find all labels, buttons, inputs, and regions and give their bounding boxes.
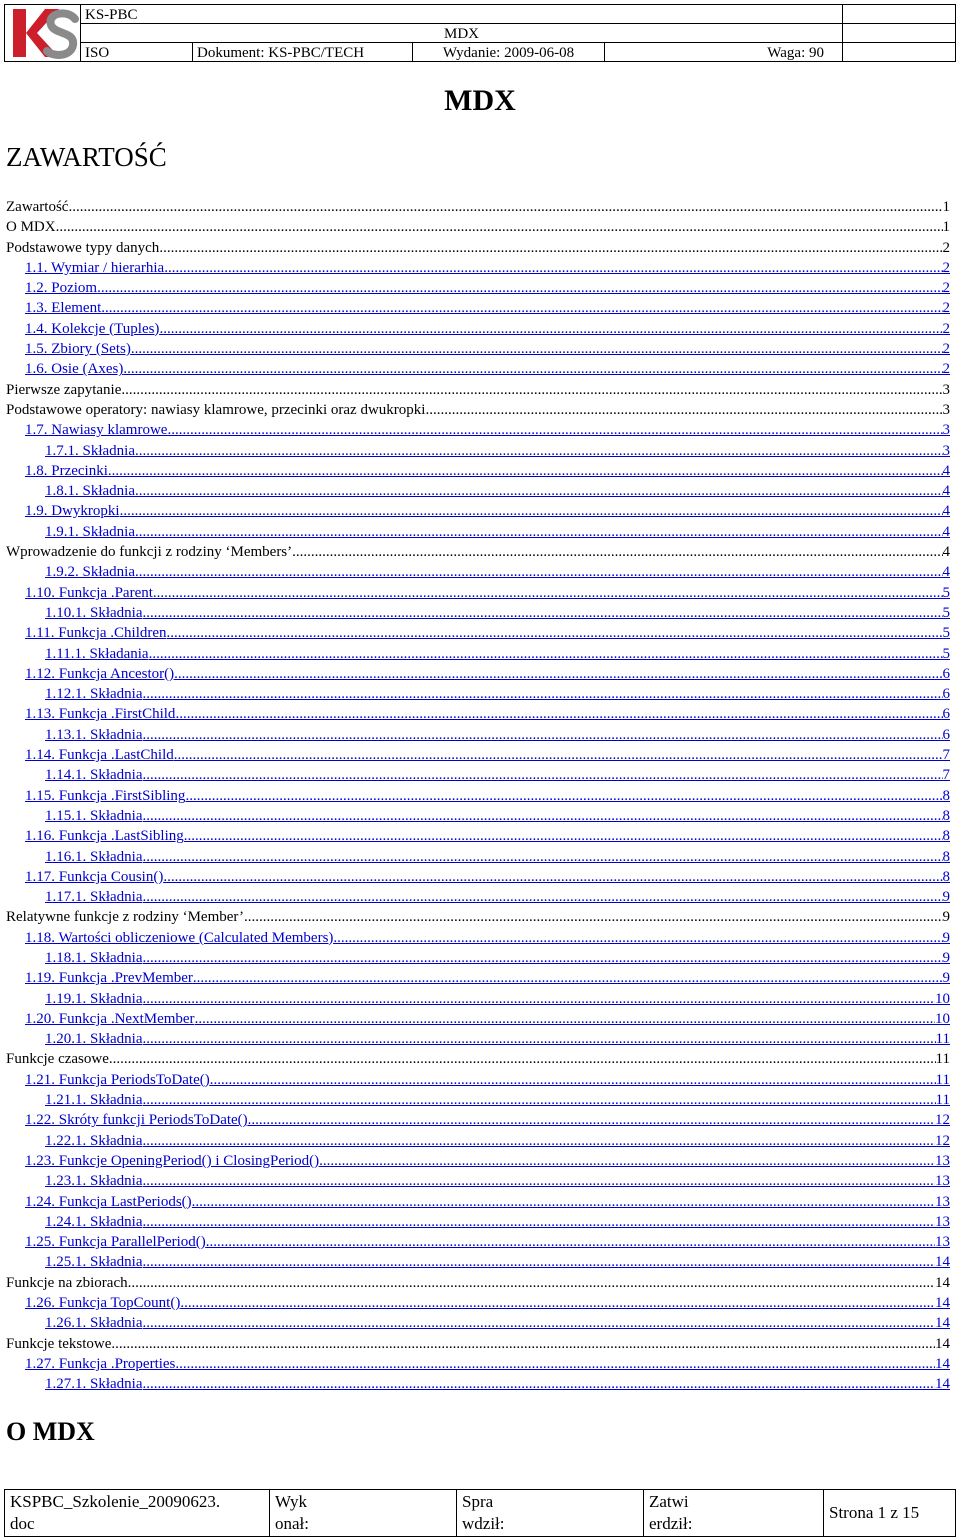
toc-dot-leader bbox=[195, 1009, 935, 1029]
toc-dot-leader bbox=[174, 745, 943, 765]
toc-entry[interactable] bbox=[6, 1110, 950, 1130]
toc-entry[interactable] bbox=[6, 968, 950, 988]
toc-entry[interactable] bbox=[6, 420, 950, 440]
toc-entry bbox=[6, 907, 950, 927]
toc-entry-label: Podstawowe typy danych bbox=[6, 239, 160, 256]
toc-dot-leader bbox=[143, 1090, 936, 1110]
toc-dot-leader bbox=[120, 501, 943, 521]
toc-dot-leader bbox=[143, 1212, 936, 1232]
toc-entry-page: 14 bbox=[935, 1355, 950, 1372]
toc-dot-leader bbox=[143, 1171, 936, 1191]
toc-entry-label: Funkcje tekstowe bbox=[6, 1335, 112, 1352]
toc-entry-page: 12 bbox=[935, 1132, 950, 1149]
toc-entry[interactable] bbox=[6, 644, 950, 664]
toc-entry[interactable] bbox=[6, 481, 950, 501]
document-title: MDX bbox=[81, 24, 843, 43]
toc-entry-page: 4 bbox=[942, 503, 950, 520]
toc-dot-leader bbox=[185, 786, 942, 806]
toc-entry-label: O MDX bbox=[6, 219, 56, 236]
edition-date: Wydanie: 2009-06-08 bbox=[413, 43, 605, 61]
header-empty-cell bbox=[843, 5, 955, 24]
toc-entry-label: 1.25.1. Składnia bbox=[45, 1254, 143, 1271]
toc-dot-leader bbox=[143, 1374, 936, 1394]
toc-entry[interactable] bbox=[6, 847, 950, 867]
toc-entry-page: 12 bbox=[935, 1112, 950, 1129]
toc-entry-page: 6 bbox=[942, 706, 950, 723]
toc-dot-leader bbox=[143, 806, 943, 826]
weight-value: Waga: 90 bbox=[605, 43, 843, 61]
toc-dot-leader bbox=[111, 1334, 935, 1354]
toc-entry[interactable] bbox=[6, 319, 950, 339]
toc-entry-page: 5 bbox=[942, 625, 950, 642]
header-empty-cell-3 bbox=[843, 43, 955, 61]
footer-wykonal-line2: onał: bbox=[275, 1514, 309, 1533]
toc-entry-label: 1.27. Funkcja .Properties bbox=[25, 1355, 176, 1372]
toc-entry[interactable] bbox=[6, 1009, 950, 1029]
toc-entry-label: Funkcje czasowe bbox=[6, 1051, 109, 1068]
ks-logo-icon bbox=[5, 5, 81, 61]
toc-entry-page: 2 bbox=[942, 239, 950, 256]
toc-entry-label: 1.23.1. Składnia bbox=[45, 1173, 143, 1190]
toc-entry[interactable] bbox=[6, 359, 950, 379]
toc-entry-label: 1.12.1. Składnia bbox=[45, 686, 143, 703]
toc-dot-leader bbox=[135, 481, 943, 501]
toc-dot-leader bbox=[143, 603, 943, 623]
toc-entry[interactable] bbox=[6, 1070, 950, 1090]
toc-dot-leader bbox=[159, 319, 942, 339]
toc-entry-page: 1 bbox=[942, 199, 950, 215]
toc-entry bbox=[6, 197, 950, 217]
toc-dot-leader bbox=[143, 1313, 936, 1333]
toc-entry[interactable] bbox=[6, 928, 950, 948]
header-empty-cell-2 bbox=[843, 24, 955, 43]
toc-entry-label: Pierwsze zapytanie bbox=[6, 381, 122, 398]
toc-entry-page: 4 bbox=[942, 564, 950, 581]
footer-sprawdzil-line2: wdził: bbox=[462, 1514, 505, 1533]
toc-entry-page: 7 bbox=[942, 767, 950, 784]
toc-entry-page: 13 bbox=[935, 1152, 950, 1169]
toc-entry[interactable] bbox=[6, 1131, 950, 1151]
toc-dot-leader bbox=[143, 1029, 936, 1049]
toc-entry-page: 14 bbox=[935, 1376, 950, 1393]
toc-entry-label: 1.14. Funkcja .LastChild bbox=[25, 747, 174, 764]
toc-dot-leader bbox=[143, 887, 943, 907]
toc-entry bbox=[6, 400, 950, 420]
toc-entry-page: 13 bbox=[935, 1173, 950, 1190]
document-header bbox=[4, 4, 956, 62]
toc-dot-leader bbox=[143, 765, 943, 785]
toc-entry-page: 9 bbox=[942, 909, 950, 926]
toc-entry[interactable] bbox=[6, 1374, 950, 1394]
toc-entry[interactable] bbox=[6, 258, 950, 278]
toc-entry-label: Wprowadzenie do funkcji z rodziny ‘Members’ bbox=[6, 544, 293, 561]
document-footer bbox=[4, 1489, 956, 1537]
toc-dot-leader bbox=[143, 948, 943, 968]
footer-zatwierdzil-line2: erdził: bbox=[649, 1514, 693, 1533]
toc-dot-leader bbox=[292, 542, 942, 562]
toc-entry-page: 5 bbox=[942, 604, 950, 621]
toc-dot-leader bbox=[109, 1049, 936, 1069]
toc-entry-label: 1.25. Funkcja ParallelPeriod() bbox=[25, 1234, 206, 1251]
toc-entry[interactable] bbox=[6, 501, 950, 521]
company-logo bbox=[5, 5, 81, 61]
iso-label: ISO bbox=[81, 43, 193, 61]
toc-entry-page: 8 bbox=[942, 848, 950, 865]
contents-heading: ZAWARTOŚĆ bbox=[6, 142, 167, 172]
toc-entry-label: 1.3. Element bbox=[25, 300, 102, 317]
toc-entry[interactable] bbox=[6, 786, 950, 806]
toc-dot-leader bbox=[167, 420, 942, 440]
toc-dot-leader bbox=[244, 907, 943, 927]
toc-entry-page: 13 bbox=[935, 1193, 950, 1210]
toc-entry-label: 1.26.1. Składnia bbox=[45, 1315, 143, 1332]
toc-dot-leader bbox=[143, 989, 936, 1009]
footer-filename-line1: KSPBC_Szkolenie_20090623. bbox=[10, 1492, 221, 1511]
toc-entry bbox=[6, 1273, 950, 1293]
toc-entry-label: 1.13. Funkcja .FirstChild bbox=[25, 706, 176, 723]
toc-entry-label: 1.24.1. Składnia bbox=[45, 1213, 143, 1230]
toc-entry-page: 9 bbox=[942, 889, 950, 906]
toc-entry bbox=[6, 1049, 950, 1069]
toc-entry-page: 9 bbox=[942, 970, 950, 987]
toc-entry[interactable] bbox=[6, 1354, 950, 1374]
toc-entry-label: 1.18. Wartości obliczeniowe (Calculated Members) bbox=[25, 929, 334, 946]
toc-dot-leader bbox=[121, 380, 942, 400]
toc-entry-page: 8 bbox=[942, 868, 950, 885]
toc-entry-label: Relatywne funkcje z rodziny ‘Member’ bbox=[6, 909, 244, 926]
toc-entry[interactable] bbox=[6, 989, 950, 1009]
toc-entry-label: 1.21. Funkcja PeriodsToDate() bbox=[25, 1071, 210, 1088]
toc-dot-leader bbox=[143, 1252, 936, 1272]
toc-entry[interactable] bbox=[6, 806, 950, 826]
toc-entry[interactable] bbox=[6, 704, 950, 724]
toc-dot-leader bbox=[174, 664, 942, 684]
toc-entry-label: 1.16.1. Składnia bbox=[45, 848, 143, 865]
toc-entry-page: 3 bbox=[942, 442, 950, 459]
toc-entry-page: 2 bbox=[942, 361, 950, 378]
toc-entry-label: 1.18.1. Składnia bbox=[45, 949, 143, 966]
toc-dot-leader bbox=[143, 1131, 936, 1151]
toc-entry-label: Funkcje na zbiorach bbox=[6, 1274, 128, 1291]
page-number: Strona 1 z 15 bbox=[829, 1503, 920, 1522]
toc-entry[interactable] bbox=[6, 765, 950, 785]
toc-entry-page: 6 bbox=[942, 686, 950, 703]
toc-entry[interactable] bbox=[6, 1090, 950, 1110]
toc-entry-label: Podstawowe operatory: nawiasy klamrowe, przecinki oraz dwukropki bbox=[6, 401, 426, 418]
toc-entry-label: 1.23. Funkcje OpeningPeriod() i ClosingPeriod() bbox=[25, 1152, 320, 1169]
toc-dot-leader bbox=[192, 1192, 935, 1212]
toc-entry[interactable] bbox=[6, 948, 950, 968]
toc-dot-leader bbox=[149, 644, 943, 664]
toc-entry-label: 1.19.1. Składnia bbox=[45, 990, 143, 1007]
toc-entry-label: 1.6. Osie (Axes) bbox=[25, 361, 124, 378]
section-heading: O MDX bbox=[6, 1417, 95, 1446]
toc-dot-leader bbox=[167, 623, 943, 643]
toc-entry-label: 1.17.1. Składnia bbox=[45, 889, 143, 906]
toc-entry bbox=[6, 238, 950, 258]
toc-entry bbox=[6, 217, 950, 237]
toc-dot-leader bbox=[180, 1293, 935, 1313]
toc-entry-page: 14 bbox=[935, 1274, 950, 1291]
toc-entry[interactable] bbox=[6, 562, 950, 582]
toc-entry-label: 1.19. Funkcja .PrevMember bbox=[25, 970, 193, 987]
toc-entry[interactable] bbox=[6, 1212, 950, 1232]
toc-entry-label: 1.17. Funkcja Cousin() bbox=[25, 868, 164, 885]
document-code: Dokument: KS-PBC/TECH bbox=[193, 43, 413, 61]
toc-entry[interactable] bbox=[6, 887, 950, 907]
toc-entry[interactable] bbox=[6, 583, 950, 603]
toc-entry-page: 2 bbox=[942, 341, 950, 358]
toc-entry[interactable] bbox=[6, 1151, 950, 1171]
toc-entry[interactable] bbox=[6, 1029, 950, 1049]
toc-entry-page: 10 bbox=[935, 990, 950, 1007]
toc-dot-leader bbox=[319, 1151, 935, 1171]
toc-dot-leader bbox=[131, 339, 943, 359]
toc-entry-label: 1.5. Zbiory (Sets) bbox=[25, 341, 131, 358]
toc-entry-page: 13 bbox=[935, 1213, 950, 1230]
toc-dot-leader bbox=[153, 583, 943, 603]
toc-dot-leader bbox=[135, 441, 943, 461]
toc-entry-page: 3 bbox=[942, 401, 950, 418]
toc-entry-page: 4 bbox=[942, 544, 950, 561]
toc-entry-page: 8 bbox=[942, 807, 950, 824]
toc-dot-leader bbox=[210, 1070, 936, 1090]
toc-dot-leader bbox=[101, 298, 942, 318]
toc-dot-leader bbox=[108, 461, 943, 481]
toc-entry-label: 1.20. Funkcja .NextMember bbox=[25, 1010, 195, 1027]
toc-entry-label: 1.1. Wymiar / hierarhia bbox=[25, 259, 165, 276]
toc-entry-label: 1.7.1. Składnia bbox=[45, 442, 135, 459]
toc-entry-label: 1.11.1. Składania bbox=[45, 645, 149, 662]
toc-entry[interactable] bbox=[6, 603, 950, 623]
toc-dot-leader bbox=[184, 826, 943, 846]
page-title: MDX bbox=[444, 84, 516, 117]
toc-entry-label: 1.9.1. Składnia bbox=[45, 523, 135, 540]
toc-entry[interactable] bbox=[6, 745, 950, 765]
toc-entry-page: 4 bbox=[942, 462, 950, 479]
toc-entry-label: Zawartość bbox=[6, 199, 69, 215]
toc-entry-label: 1.22.1. Składnia bbox=[45, 1132, 143, 1149]
toc-dot-leader bbox=[143, 725, 943, 745]
toc-entry-page: 5 bbox=[942, 584, 950, 601]
footer-wykonal-line1: Wyk bbox=[275, 1492, 308, 1511]
toc-entry[interactable] bbox=[6, 1252, 950, 1272]
footer-sprawdzil-line1: Spra bbox=[462, 1492, 494, 1511]
toc-entry-page: 11 bbox=[935, 1092, 950, 1109]
toc-entry[interactable] bbox=[6, 1293, 950, 1313]
toc-entry[interactable] bbox=[6, 1313, 950, 1333]
toc-entry-label: 1.11. Funkcja .Children bbox=[25, 625, 167, 642]
toc-dot-leader bbox=[143, 847, 943, 867]
toc-entry-page: 5 bbox=[942, 645, 950, 662]
toc-entry-label: 1.13.1. Składnia bbox=[45, 726, 143, 743]
toc-dot-leader bbox=[123, 359, 942, 379]
toc-entry[interactable] bbox=[6, 664, 950, 684]
toc-entry[interactable] bbox=[6, 1232, 950, 1252]
toc-entry-page: 9 bbox=[942, 929, 950, 946]
toc-entry-label: 1.16. Funkcja .LastSibling bbox=[25, 828, 184, 845]
toc-entry-page: 2 bbox=[942, 300, 950, 317]
toc-dot-leader bbox=[56, 217, 943, 237]
toc-entry-page: 14 bbox=[935, 1295, 950, 1312]
toc-entry-page: 13 bbox=[935, 1234, 950, 1251]
toc-dot-leader bbox=[135, 562, 943, 582]
toc-entry[interactable] bbox=[6, 623, 950, 643]
toc-entry-label: 1.26. Funkcja TopCount() bbox=[25, 1295, 181, 1312]
toc-entry-label: 1.24. Funkcja LastPeriods() bbox=[25, 1193, 192, 1210]
toc-dot-leader bbox=[128, 1273, 935, 1293]
toc-entry[interactable] bbox=[6, 298, 950, 318]
toc-entry-page: 4 bbox=[942, 483, 950, 500]
toc-entry-page: 11 bbox=[935, 1071, 950, 1088]
toc-entry-label: 1.22. Skróty funkcji PeriodsToDate() bbox=[25, 1112, 248, 1129]
toc-entry[interactable] bbox=[6, 461, 950, 481]
toc-dot-leader bbox=[159, 238, 942, 258]
toc-entry[interactable] bbox=[6, 278, 950, 298]
footer-wykonal bbox=[270, 1490, 457, 1536]
toc-entry-page: 11 bbox=[935, 1051, 950, 1068]
toc-entry-page: 2 bbox=[942, 259, 950, 276]
toc-entry-label: 1.20.1. Składnia bbox=[45, 1031, 143, 1048]
toc-dot-leader bbox=[163, 867, 942, 887]
toc-entry-label: 1.7. Nawiasy klamrowe bbox=[25, 422, 168, 439]
toc-entry-page: 8 bbox=[942, 787, 950, 804]
footer-filename-line2: doc bbox=[10, 1514, 35, 1533]
toc-entry bbox=[6, 542, 950, 562]
toc-dot-leader bbox=[97, 278, 942, 298]
toc-dot-leader bbox=[143, 684, 943, 704]
toc-entry-page: 3 bbox=[942, 381, 950, 398]
toc-entry-label: 1.27.1. Składnia bbox=[45, 1376, 143, 1393]
toc-entry-page: 2 bbox=[942, 320, 950, 337]
toc-entry bbox=[6, 380, 950, 400]
toc-entry-page: 4 bbox=[942, 523, 950, 540]
toc-entry-label: 1.8. Przecinki bbox=[25, 462, 108, 479]
toc-entry-page: 11 bbox=[935, 1031, 950, 1048]
toc-entry bbox=[6, 1334, 950, 1354]
toc-dot-leader bbox=[68, 197, 942, 217]
toc-entry-label: 1.21.1. Składnia bbox=[45, 1092, 143, 1109]
toc-dot-leader bbox=[135, 522, 943, 542]
toc-entry-page: 14 bbox=[935, 1315, 950, 1332]
toc-dot-leader bbox=[248, 1110, 935, 1130]
toc-entry[interactable] bbox=[6, 684, 950, 704]
toc-entry-page: 2 bbox=[942, 280, 950, 297]
toc-entry-label: 1.15.1. Składnia bbox=[45, 807, 143, 824]
toc-entry-label: 1.2. Poziom bbox=[25, 280, 98, 297]
toc-dot-leader bbox=[206, 1232, 935, 1252]
toc-entry-label: 1.8.1. Składnia bbox=[45, 483, 135, 500]
toc-entry-page: 8 bbox=[942, 828, 950, 845]
toc-entry-page: 14 bbox=[935, 1335, 950, 1352]
toc-entry-page: 7 bbox=[942, 747, 950, 764]
toc-entry-page: 10 bbox=[935, 1010, 950, 1027]
toc-entry-page: 14 bbox=[935, 1254, 950, 1271]
toc-entry-label: 1.9. Dwykropki bbox=[25, 503, 120, 520]
toc-dot-leader bbox=[175, 1354, 935, 1374]
toc-entry[interactable] bbox=[6, 1171, 950, 1191]
toc-entry-page: 1 bbox=[942, 219, 950, 236]
footer-zatwierdzil bbox=[644, 1490, 824, 1536]
toc-entry-label: 1.10.1. Składnia bbox=[45, 604, 143, 621]
toc-dot-leader bbox=[425, 400, 942, 420]
toc-entry[interactable] bbox=[6, 1192, 950, 1212]
toc-entry[interactable] bbox=[6, 826, 950, 846]
toc-entry[interactable] bbox=[6, 725, 950, 745]
table-of-contents bbox=[6, 197, 950, 1395]
toc-dot-leader bbox=[333, 928, 942, 948]
toc-entry-label: 1.9.2. Składnia bbox=[45, 564, 135, 581]
toc-entry-label: 1.12. Funkcja Ancestor() bbox=[25, 665, 175, 682]
toc-entry[interactable] bbox=[6, 339, 950, 359]
toc-entry-label: 1.14.1. Składnia bbox=[45, 767, 143, 784]
toc-entry-label: 1.4. Kolekcje (Tuples) bbox=[25, 320, 160, 337]
toc-entry[interactable] bbox=[6, 441, 950, 461]
footer-sprawdzil bbox=[457, 1490, 644, 1536]
toc-entry-page: 3 bbox=[942, 422, 950, 439]
toc-entry[interactable] bbox=[6, 522, 950, 542]
toc-entry-page: 6 bbox=[942, 726, 950, 743]
toc-dot-leader bbox=[175, 704, 942, 724]
toc-entry-page: 9 bbox=[942, 949, 950, 966]
toc-entry-label: 1.15. Funkcja .FirstSibling bbox=[25, 787, 186, 804]
company-name: KS-PBC bbox=[81, 5, 843, 24]
footer-filename bbox=[5, 1490, 270, 1536]
toc-entry-page: 6 bbox=[942, 665, 950, 682]
toc-entry[interactable] bbox=[6, 867, 950, 887]
toc-dot-leader bbox=[193, 968, 943, 988]
footer-zatwierdzil-line1: Zatwi bbox=[649, 1492, 689, 1511]
toc-entry-label: 1.10. Funkcja .Parent bbox=[25, 584, 153, 601]
toc-dot-leader bbox=[164, 258, 942, 278]
